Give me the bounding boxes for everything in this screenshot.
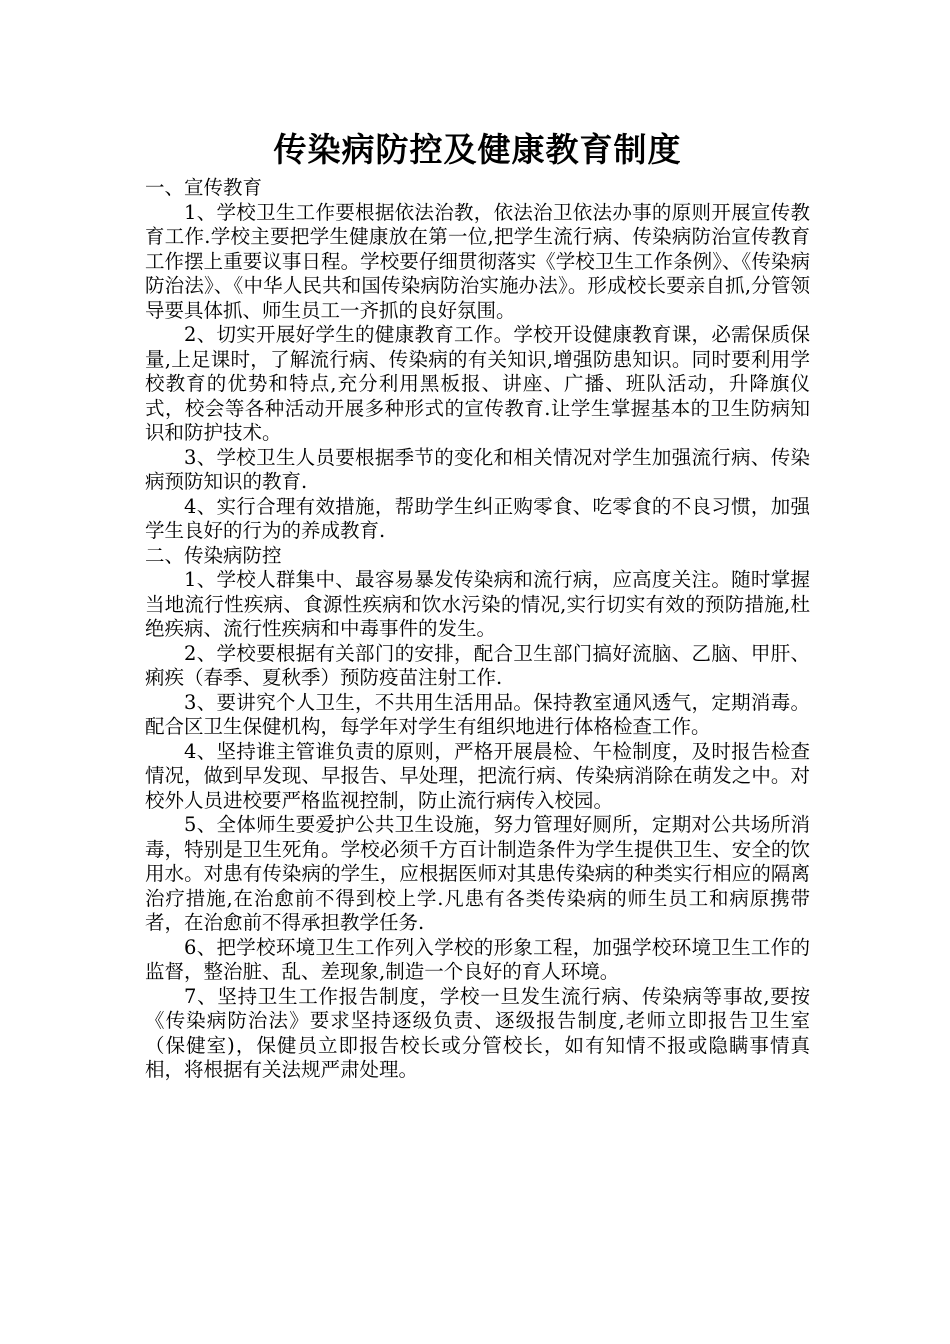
paragraph: 2、学校要根据有关部门的安排，配合卫生部门搞好流脑、乙脑、甲肝、痢疾（春季、夏秋季）预防疫苗注射工作. (145, 641, 810, 689)
document-page (145, 128, 810, 1083)
paragraph: 2、切实开展好学生的健康教育工作。学校开设健康教育课，必需保质保量,上足课时，了解流行病、传染病的有关知识,增强防患知识。同时要利用学校教育的优势和特点,充分利用黑板报、讲座、广播、班队活动，升降旗仪式，校会等各种活动开展多种形式的宣传教育.让学生掌握基本的卫生防病知识和防护技术。 (145, 323, 810, 444)
section-heading: 一、宣传教育 (145, 176, 263, 199)
paragraph: 3、学校卫生人员要根据季节的变化和相关情况对学生加强流行病、传染病预防知识的教育. (145, 445, 810, 493)
section-disease-control (145, 544, 810, 1083)
paragraph: 6、把学校环境卫生工作列入学校的形象工程，加强学校环境卫生工作的监督，整治脏、乱、差现象,制造一个良好的育人环境。 (145, 935, 810, 983)
document-title: 传染病防控及健康教育制度 (273, 130, 682, 169)
paragraph: 3、要讲究个人卫生，不共用生活用品。保持教室通风透气，定期消毒。配合区卫生保健机构，每学年对学生有组织地进行体格检查工作。 (145, 690, 810, 738)
paragraph: 4、实行合理有效措施，帮助学生纠正购零食、吃零食的不良习惯，加强学生良好的行为的养成教育. (145, 494, 810, 542)
paragraph: 1、学校卫生工作要根据依法治教，依法治卫依法办事的原则开展宣传教育工作.学校主要把学生健康放在第一位,把学生流行病、传染病防治宣传教育工作摆上重要议事日程。学校要仔细贯彻落实《学校卫生工作条例》、《传染病防治法》、《中华人民共和国传染病防治实施办法》。形成校长要亲自抓,分管领导要具体抓、师生员工一齐抓的良好氛围。 (145, 200, 810, 322)
section-publicity (145, 176, 810, 544)
paragraph: 5、全体师生要爱护公共卫生设施，努力管理好厕所，定期对公共场所消毒，特别是卫生死角。学校必须千方百计制造条件为学生提供卫生、安全的饮用水。对患有传染病的学生，应根据医师对其患传染病的种类实行相应的隔离治疗措施,在治愈前不得到校上学.凡患有各类传染病的师生员工和病原携带者，在治愈前不得承担教学任务. (145, 813, 810, 934)
paragraph: 7、坚持卫生工作报告制度，学校一旦发生流行病、传染病等事故,要按《传染病防治法》要求坚持逐级负责、逐级报告制度,老师立即报告卫生室（保健室)，保健员立即报告校长或分管校长，如有知情不报或隐瞒事情真相，将根据有关法规严肃处理。 (145, 984, 810, 1081)
paragraph: 1、学校人群集中、最容易暴发传染病和流行病，应高度关注。随时掌握当地流行性疾病、食源性疾病和饮水污染的情况,实行切实有效的预防措施,杜绝疾病、流行性疾病和中毒事件的发生。 (145, 568, 810, 640)
section-heading: 二、传染病防控 (145, 543, 282, 567)
paragraph: 4、坚持谁主管谁负责的原则，严格开展晨检、午检制度，及时报告检查情况，做到早发现、早报告、早处理，把流行病、传染病消除在萌发之中。对校外人员进校要严格监视控制，防止流行病传入校园。 (145, 739, 810, 812)
